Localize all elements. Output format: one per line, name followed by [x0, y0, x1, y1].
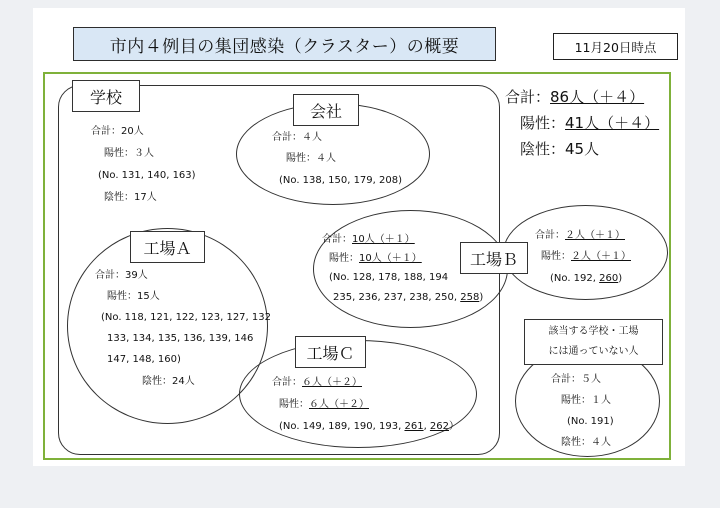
factory-c-positive [279, 394, 369, 415]
factory-b-positive-label: 陽性： [541, 251, 571, 262]
factory-b-total-label: 合計： [535, 230, 565, 241]
company-case-numbers: (No. 138, 150, 179, 208) [279, 175, 403, 186]
shared-a-b-case-numbers-1: (No. 128, 178, 188, 194 [329, 272, 449, 283]
factory-b-total-value: ２人（＋１） [565, 230, 625, 241]
company-positive: 陽性：４人 [286, 153, 336, 164]
negative-value: 45人 [565, 140, 600, 158]
page-title: 市内４例目の集団感染（クラスター）の概要 [73, 27, 496, 61]
factory-c-case-sep: , [423, 421, 430, 432]
shared-a-b-case-numbers-2 [333, 287, 483, 308]
factory-c-case-numbers-a: (No. 149, 189, 190, 193, [279, 421, 405, 432]
factory-a-total: 合計：39人 [95, 270, 148, 281]
positive-value: 41人（＋４） [565, 114, 660, 132]
factory-b-case-numbers-c: ) [618, 273, 623, 284]
company-total: 合計：４人 [272, 132, 322, 143]
factory-b-case-numbers-a: (No. 192, [550, 273, 600, 284]
school-label: 学校 [72, 80, 140, 112]
factory-b-case-numbers [550, 268, 622, 289]
shared-a-b-positive [329, 248, 422, 269]
shared-a-b-positive-label: 陽性： [329, 253, 359, 264]
factory-c-label: 工場Ｃ [295, 336, 366, 368]
positive-line [520, 112, 659, 133]
school-negative: 陰性：17人 [104, 192, 157, 203]
factory-c-positive-value: ６人（＋２） [309, 399, 369, 410]
factory-b-positive [541, 246, 631, 267]
factory-c-case-numbers-d: ） [449, 421, 460, 432]
factory-c-positive-label: 陽性： [279, 399, 309, 410]
factory-b-positive-value: ２人（＋１） [571, 251, 631, 262]
other-label-line-1: 該当する学校・工場 [548, 326, 639, 337]
negative-label: 陰性： [520, 140, 566, 158]
total-line [505, 86, 644, 107]
factory-a-positive: 陽性：15人 [107, 291, 160, 302]
other-label [524, 319, 663, 365]
shared-a-b-case-258: 258 [460, 292, 480, 303]
shared-a-b-total [322, 229, 415, 250]
factory-a-case-numbers-1: (No. 118, 121, 122, 123, 127, 132 [101, 312, 271, 323]
factory-c-total [272, 372, 362, 393]
other-case-numbers: (No. 191) [567, 416, 614, 427]
total-value: 86人（＋４） [550, 88, 645, 106]
factory-c-case-numbers [279, 416, 459, 437]
positive-label: 陽性： [520, 114, 566, 132]
shared-a-b-positive-value: 10人（＋１） [359, 253, 422, 264]
factory-b-case-260: 260 [599, 273, 619, 284]
other-label-line-2: には通っていない人 [548, 346, 639, 357]
shared-a-b-case-numbers-2c: ) [479, 292, 484, 303]
factory-b-total [535, 225, 625, 246]
factory-a-case-numbers-3: 147, 148, 160) [107, 354, 181, 365]
shared-a-b-case-numbers-2a: 235, 236, 237, 238, 250, [333, 292, 461, 303]
factory-c-case-261: 261 [404, 421, 424, 432]
total-label: 合計： [505, 88, 551, 106]
other-total: 合計：５人 [551, 374, 601, 385]
negative-line [520, 138, 599, 159]
company-label: 会社 [293, 94, 359, 126]
shared-a-b-total-value: 10人（＋１） [352, 234, 415, 245]
school-case-numbers: (No. 131, 140, 163) [98, 170, 196, 181]
factory-a-label: 工場Ａ [130, 231, 205, 263]
other-negative: 陰性：４人 [561, 437, 611, 448]
school-total: 合計：20人 [91, 126, 144, 137]
factory-a-case-numbers-2: 133, 134, 135, 136, 139, 146 [107, 333, 254, 344]
factory-a-negative: 陰性：24人 [142, 376, 195, 387]
factory-c-case-262: 262 [429, 421, 450, 432]
factory-c-total-label: 合計： [272, 377, 302, 388]
date-badge: 11月20日時点 [553, 33, 678, 60]
other-positive: 陽性：１人 [561, 395, 611, 406]
factory-b-label: 工場Ｂ [460, 242, 528, 274]
school-positive: 陽性：３人 [104, 148, 154, 159]
shared-a-b-total-label: 合計： [322, 234, 352, 245]
factory-c-total-value: ６人（＋２） [302, 377, 362, 388]
